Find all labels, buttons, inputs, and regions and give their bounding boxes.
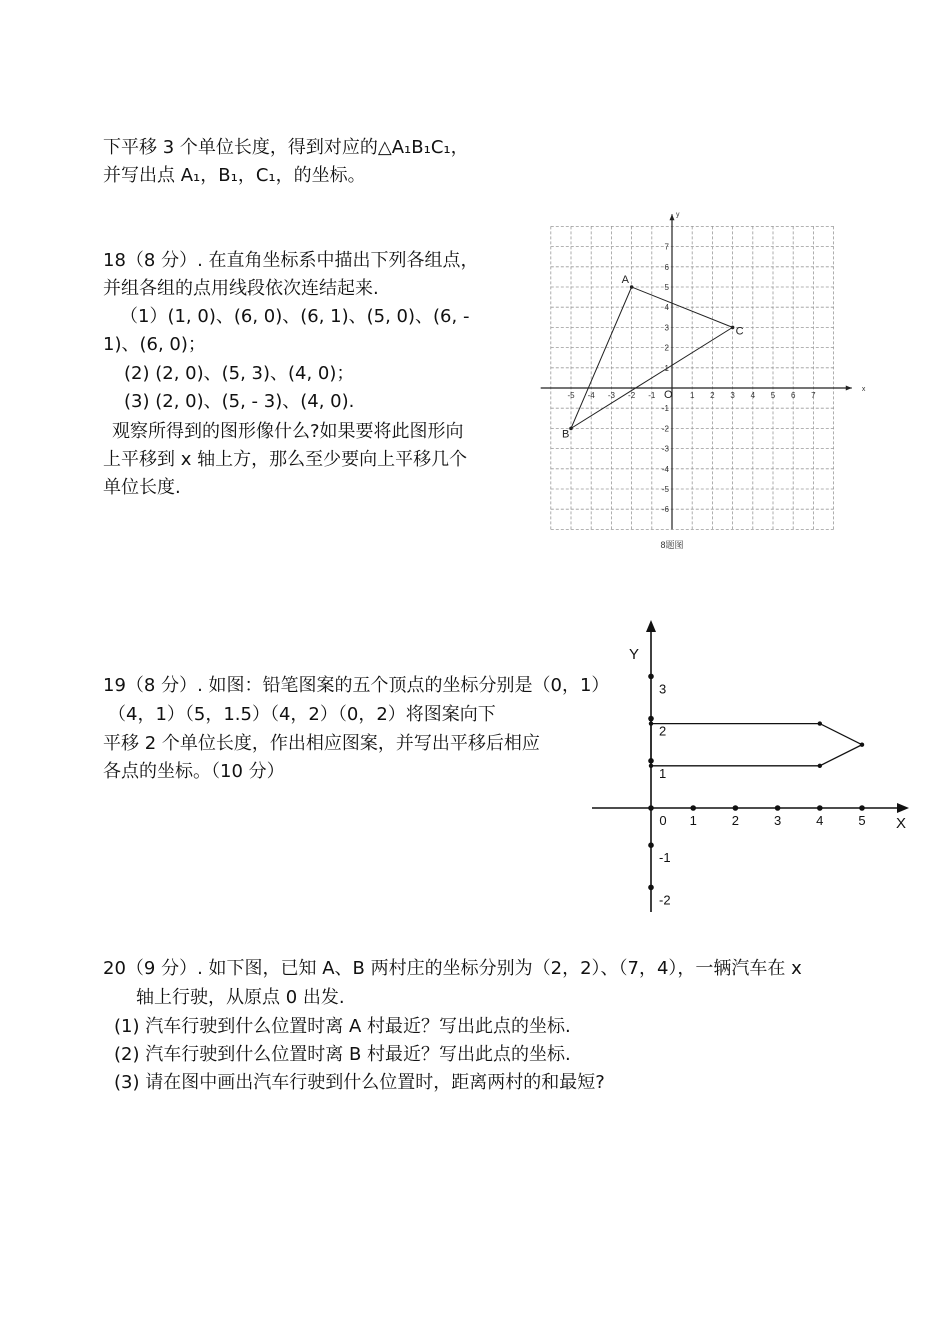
vertex-point-c xyxy=(731,326,735,330)
x-tick-label: -2 xyxy=(628,391,636,400)
x-axis-arrow xyxy=(897,803,909,813)
x-tick-label: 2 xyxy=(710,391,715,400)
q18-line-3: （1）(1, 0)、(6, 0)、(6, 1)、(5, 0)、(6, - xyxy=(120,306,470,327)
q18-triangle xyxy=(562,274,744,440)
y-tick-label: 6 xyxy=(664,262,669,272)
y-tick-label: -4 xyxy=(661,464,669,474)
y-tick-dot xyxy=(648,716,654,722)
q18-line-8: 上平移到 x 轴上方，那么至少要向上平移几个 xyxy=(103,449,468,470)
x-tick-label: 3 xyxy=(730,391,735,400)
x-axis-label: X xyxy=(896,815,907,832)
y-tick-label: -2 xyxy=(659,892,671,908)
x-tick-label: 0 xyxy=(659,813,667,828)
y-tick-label: -2 xyxy=(661,424,669,434)
q20-line-3: (1) 汽车行驶到什么位置时离 A 村最近？写出此点的坐标. xyxy=(114,1016,571,1037)
y-tick-dot xyxy=(648,674,654,680)
origin-label: O xyxy=(664,389,673,401)
x-axis-arrow xyxy=(846,386,852,391)
x-tick-label: 6 xyxy=(790,391,796,400)
q20-line-2: 轴上行驶，从原点 0 出发. xyxy=(136,987,345,1008)
vertex-label-a: A xyxy=(621,274,629,286)
y-axis-label: Y xyxy=(629,646,640,664)
y-tick-dot xyxy=(648,842,654,848)
q18-line-9: 单位长度. xyxy=(103,477,181,498)
q19-line-2: （4，1）（5，1.5）（4，2）（0，2）将图案向下 xyxy=(108,704,496,725)
vertex-point-b xyxy=(569,427,573,431)
q18-figure-caption: 8题图 xyxy=(660,540,684,550)
x-tick-label: 4 xyxy=(750,391,756,400)
vertex-label-b: B xyxy=(562,428,570,441)
y-tick-label: 2 xyxy=(659,723,667,739)
q18-coordinate-figure xyxy=(530,205,870,555)
q18-line-7: 观察所得到的图形像什么?如果要将此图形向 xyxy=(112,421,464,442)
q17-line-2: 并写出点 A₁，B₁，C₁，的坐标。 xyxy=(103,165,366,186)
y-axis-arrow xyxy=(646,620,656,632)
x-tick-label: -1 xyxy=(648,391,656,400)
x-tick-dot xyxy=(733,805,739,811)
x-tick-label: 4 xyxy=(816,813,824,828)
y-tick-label: -3 xyxy=(661,444,669,454)
pencil-vertex-point xyxy=(649,721,653,725)
y-tick-label: 7 xyxy=(664,242,669,252)
q19-pencil-shape xyxy=(649,721,864,768)
x-axis-label: x xyxy=(861,386,866,393)
y-tick-label: -1 xyxy=(661,404,669,414)
q20-line-1: 20（9 分）. 如下图，已知 A、B 两村庄的坐标分别为（2，2）、（7，4），一辆汽车在 x xyxy=(103,958,802,979)
q18-line-2: 并组各组的点用线段依次连结起来. xyxy=(103,278,379,299)
x-tick-dot xyxy=(775,805,781,811)
q20-line-5: (3) 请在图中画出汽车行驶到什么位置时，距离两村的和最短? xyxy=(114,1072,605,1093)
pencil-outline xyxy=(651,724,862,766)
x-tick-dot xyxy=(817,805,823,811)
pencil-vertex-point xyxy=(860,743,864,747)
q18-line-5: (2) (2, 0)、(5, 3)、(4, 0)； xyxy=(124,363,355,384)
x-tick-dot xyxy=(690,805,696,811)
x-tick-label: 3 xyxy=(773,813,782,828)
q17-line-1: 下平移 3 个单位长度，得到对应的△A₁B₁C₁， xyxy=(103,137,469,158)
y-axis-label: y xyxy=(676,211,680,219)
pencil-vertex-point xyxy=(818,764,822,768)
x-tick-dot xyxy=(648,805,654,811)
y-tick-label: -1 xyxy=(659,850,671,866)
x-tick-label: 7 xyxy=(811,391,816,400)
q18-line-6: (3) (2, 0)、(5, - 3)、(4, 0). xyxy=(124,391,355,412)
q20-line-4: (2) 汽车行驶到什么位置时离 B 村最近？写出此点的坐标. xyxy=(114,1044,571,1065)
x-tick-dot xyxy=(859,805,865,811)
q19-tick-labels xyxy=(648,674,865,908)
x-tick-label: 5 xyxy=(770,391,776,400)
y-tick-label: 5 xyxy=(664,283,669,292)
q18-grid xyxy=(551,226,834,529)
q18-line-4: 1)、(6, 0)； xyxy=(103,334,206,355)
y-tick-label: 1 xyxy=(664,363,669,373)
pencil-vertex-point xyxy=(649,764,653,768)
pencil-vertex-point xyxy=(818,721,822,725)
y-tick-dot xyxy=(648,885,654,891)
y-tick-label: 3 xyxy=(664,323,669,333)
y-tick-label: -6 xyxy=(661,505,669,515)
vertex-label-c: C xyxy=(735,325,744,338)
q18-line-1: 18（8 分）. 在直角坐标系中描出下列各组点， xyxy=(103,250,479,271)
x-tick-label: -3 xyxy=(607,391,615,400)
y-axis-arrow xyxy=(670,214,675,220)
x-tick-label: -5 xyxy=(567,391,575,400)
vertex-point-a xyxy=(630,285,634,289)
x-tick-label: 5 xyxy=(858,813,866,828)
q19-pencil-figure xyxy=(580,610,920,920)
y-tick-label: 2 xyxy=(664,343,669,353)
y-tick-label: 4 xyxy=(664,303,669,313)
q19-line-3: 平移 2 个单位长度，作出相应图案，并写出平移后相应 xyxy=(103,733,540,754)
y-tick-label: 3 xyxy=(659,681,667,697)
q19-line-1: 19（8 分）. 如图：铅笔图案的五个顶点的坐标分别是（0，1） xyxy=(103,675,610,696)
q18-axes xyxy=(541,211,866,529)
x-tick-label: 1 xyxy=(689,391,695,400)
x-tick-label: -4 xyxy=(587,391,595,400)
q19-line-4: 各点的坐标。（10 分） xyxy=(103,761,285,782)
x-tick-label: 2 xyxy=(731,813,740,828)
x-tick-label: 1 xyxy=(689,813,697,828)
y-tick-label: -5 xyxy=(661,485,669,494)
y-tick-label: 1 xyxy=(659,765,667,781)
